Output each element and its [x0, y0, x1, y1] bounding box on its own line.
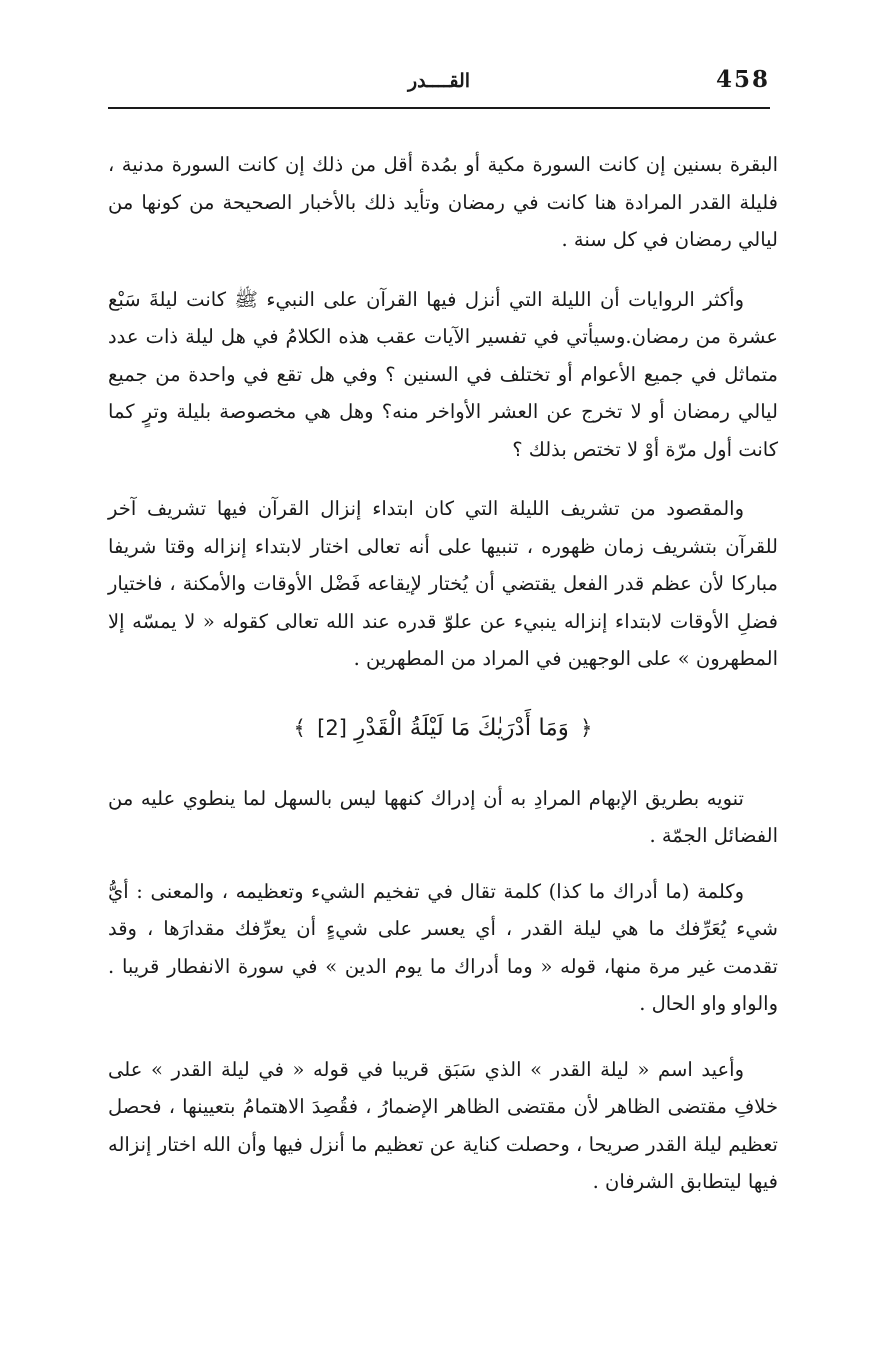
- paragraph-6: وأعيد اسم « ليلة القدر » الذي سَبَق قريبا في قوله « في ليلة القدر » على خلافِ مقتضى الظاهر لأن مقتضى الظاهر الإضمارُ ، فقُصِدَ الاهتمامُ بتعيينها ، فحصل تعظيم ليلة القدر صريحا ، وحصلت كناية عن تعظيم ما أنزل فيها وأن الله اختار إنزاله فيها ليتطابق الشرفان .: [108, 1057, 778, 1193]
- paragraph-3: والمقصود من تشريف الليلة التي كان ابتداء إنزال القرآن فيها تشريف آخر للقرآن بتشريف زمان ظهوره ، تنبيها على أنه تعالى اختار لابتداء إنزاله وقتا شريفا مباركا لأن عظم قدر الفعل يقتضي أن يُختار لإيقاعه فَضْل الأوقات والأمكنة ، فاختيار فضلِ الأوقات لابتداء إنزاله ينبيء عن علوّ قدره عند الله تعالى كقوله « لا يمسّه إلا المطهرون » على الوجهين في المراد من المطهرين .: [108, 497, 778, 670]
- verse-number: [2]: [317, 715, 347, 740]
- verse-close-bracket: ﴾: [293, 715, 306, 740]
- paragraph-4: تنويه بطريق الإبهام المرادِ به أن إدراك كنهها ليس بالسهل لما ينطوي عليه من الفضائل الجمّة .: [108, 786, 778, 847]
- verse-open-bracket: ﴿: [580, 715, 593, 740]
- verse-text: وَمَا أَدْرَيٰكَ مَا لَيْلَةُ الْقَدْرِ: [354, 714, 569, 741]
- paragraph-2: وأكثر الروايات أن الليلة التي أنزل فيها القرآن على النبيء ﷺ كانت ليلةَ سَبْع عشرة من رمضان.وسيأتي في تفسير الآيات عقب هذه الكلامُ في هل ليلة ذات عدد متماثل في جميع الأعوام أو تختلف في السنين ؟ وفي هل تقع في واحدة من جميع ليالي رمضان أو لا تخرج عن العشر الأواخر منه؟ وهل هي مخصوصة بليلة وترٍ كما كانت أول مرّة أوْ لا تختص بذلك ؟: [108, 287, 778, 461]
- paragraph-5: وكلمة (ما أدراك ما كذا) كلمة تقال في تفخيم الشيء وتعظيمه ، والمعنى : أيُّ شيء يُعَرِّفك ما هي ليلة القدر ، أي يعسر على شيءٍ أن يعرِّفك مقدارَها ، وقد تقدمت غير مرة منها، قوله « وما أدراك ما يوم الدين » في سورة الانفطار قريبا . والواو واو الحال .: [108, 879, 778, 1015]
- paragraph-1: البقرة بسنين إن كانت السورة مكية أو بمُدة أقل من ذلك إن كانت السورة مدنية ، فليلة القدر المرادة هنا كانت في رمضان وتأيد ذلك بالأخبار الصحيحة من كونها من ليالي رمضان في كل سنة .: [108, 153, 778, 251]
- page-number: 458: [715, 66, 770, 93]
- running-title: القــــدر: [407, 70, 471, 92]
- page-body: [108, 146, 778, 1201]
- header-divider: [108, 107, 770, 109]
- quran-verse: [108, 708, 778, 748]
- page-header: [108, 66, 770, 106]
